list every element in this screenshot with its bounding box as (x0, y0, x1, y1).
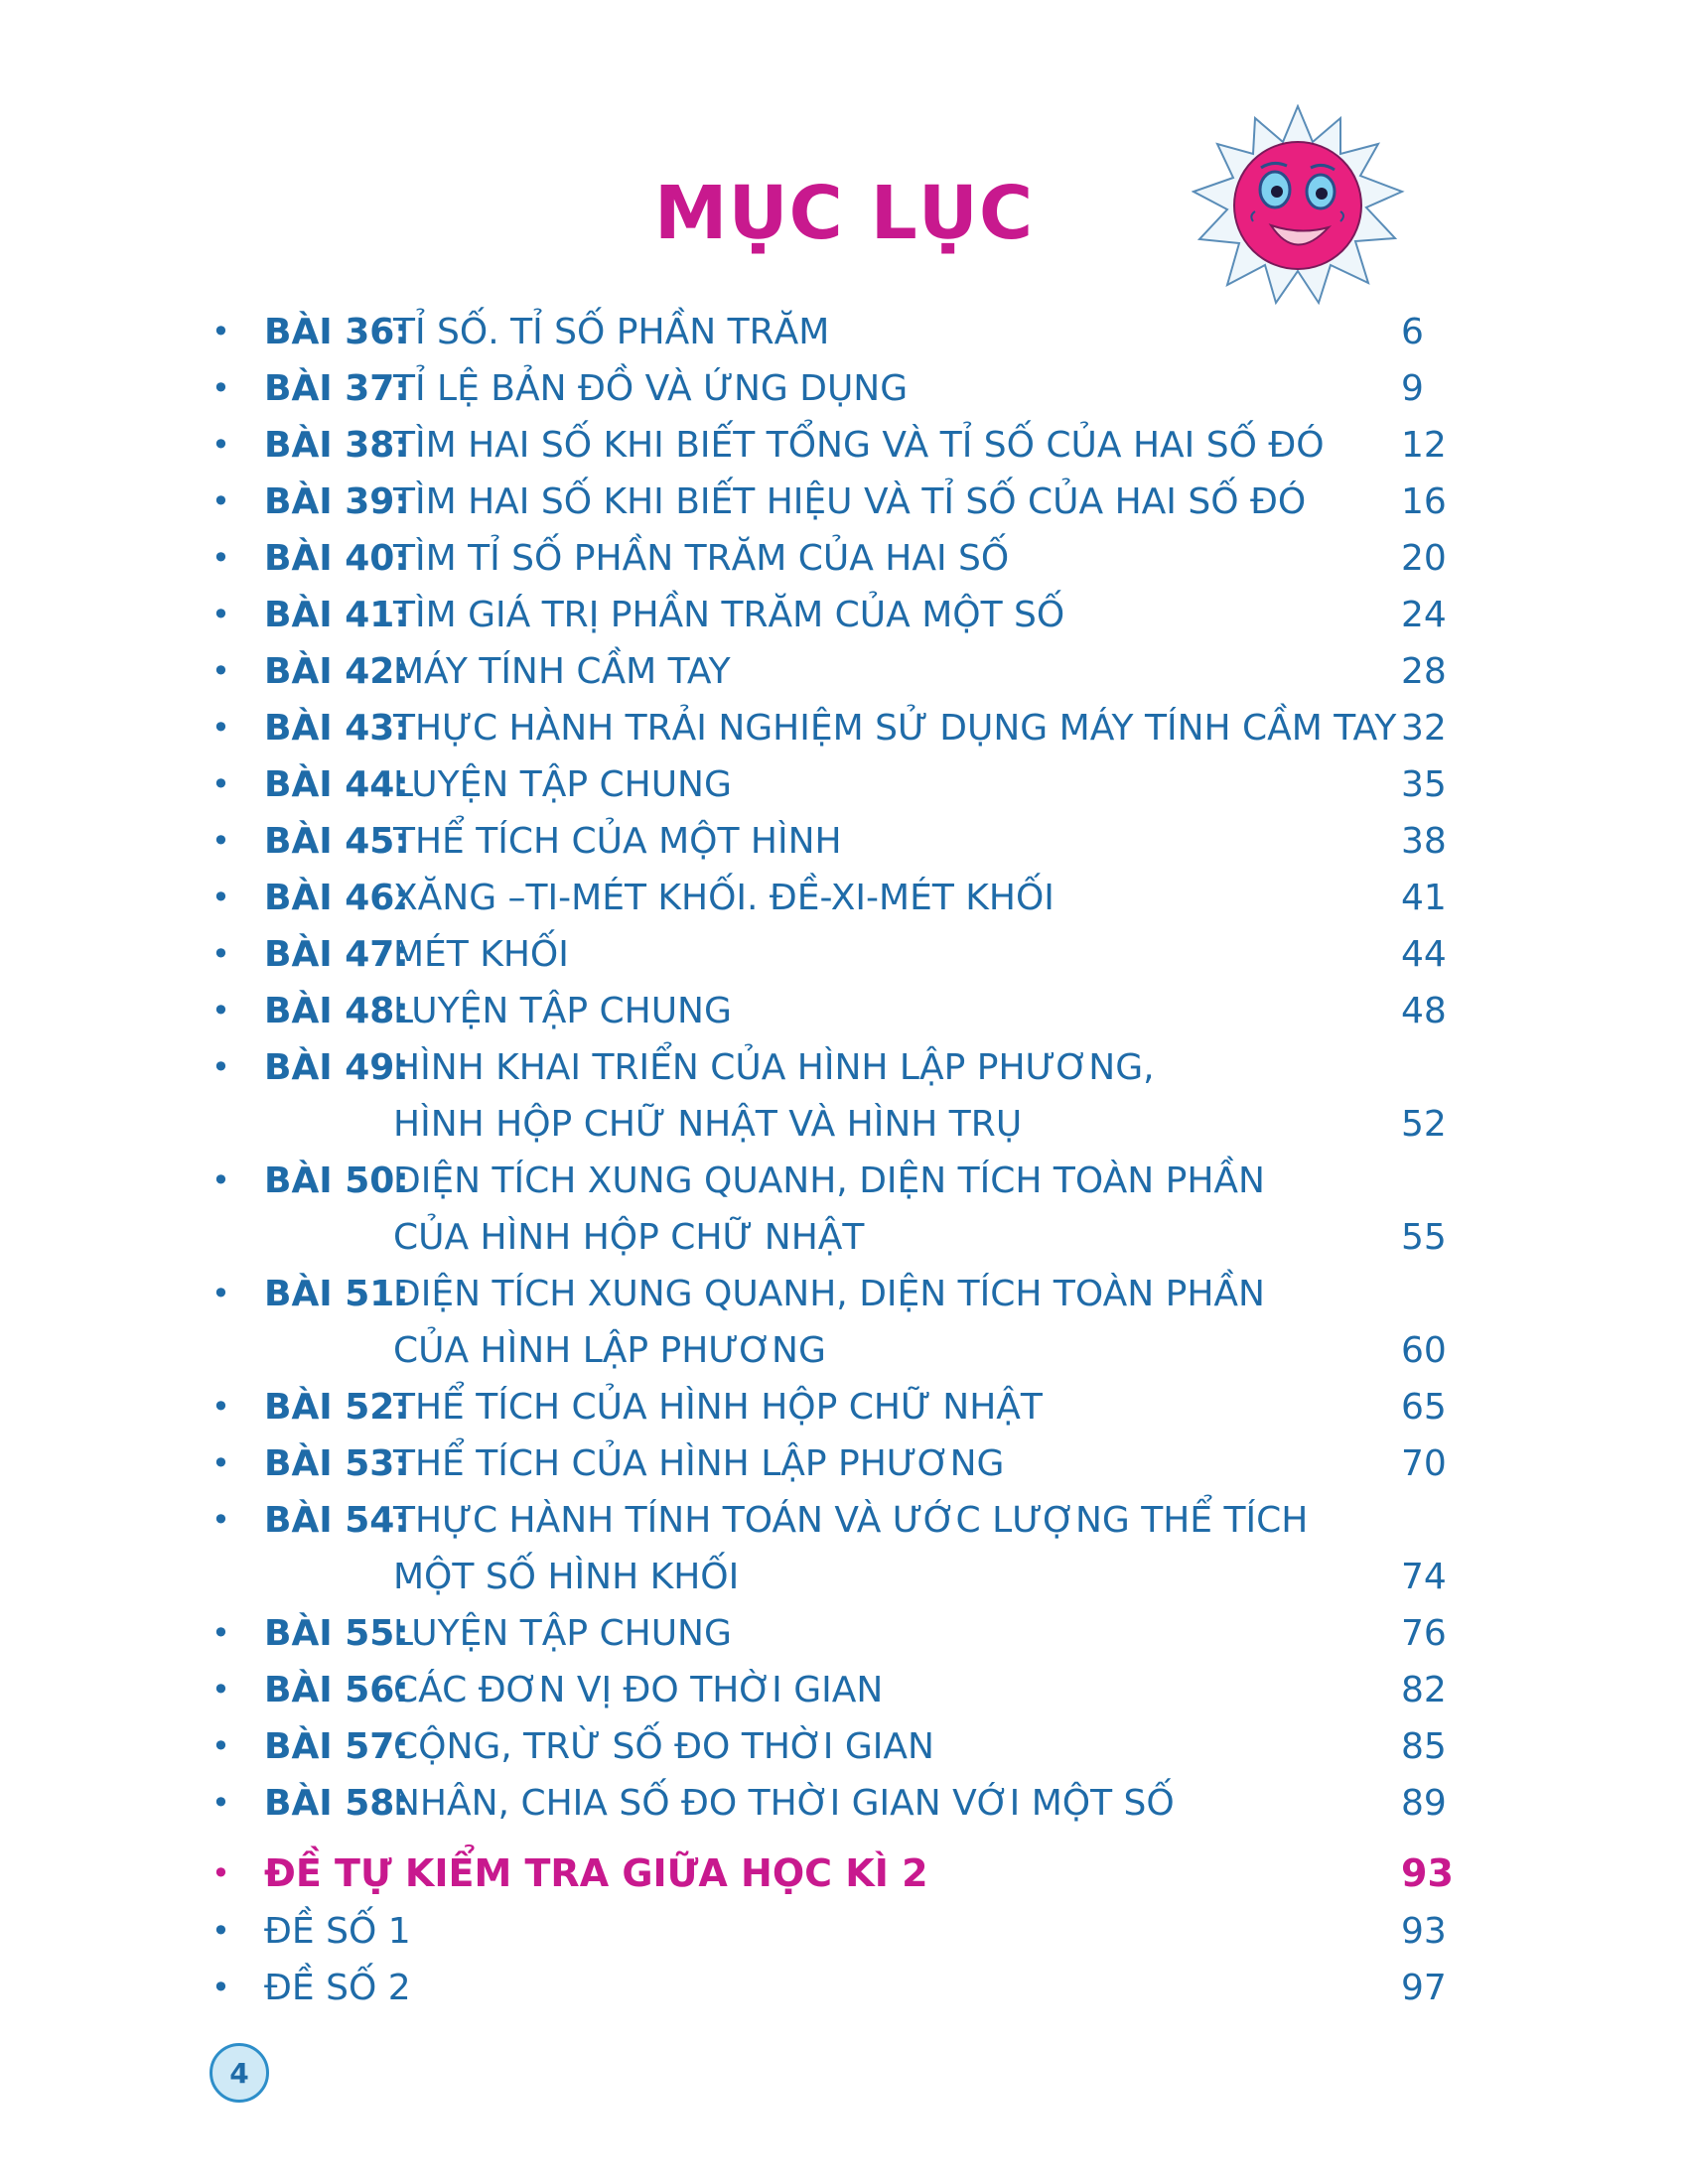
lesson-number: BÀI 58: (264, 1783, 409, 1824)
bullet-icon: • (211, 1161, 230, 1199)
page-number: 52 (1401, 1104, 1447, 1145)
bullet-icon: • (211, 652, 230, 690)
bullet-icon: • (211, 765, 230, 803)
lesson-number: BÀI 51: (264, 1274, 409, 1314)
lesson-title: THỰC HÀNH TRẢI NGHIỆM SỬ DỤNG MÁY TÍNH CẦM TAY (393, 708, 1397, 749)
toc-entry (211, 1153, 1453, 1209)
lesson-number: BÀI 50: (264, 1160, 409, 1201)
toc-entry (211, 1605, 1453, 1662)
lesson-title: LUYỆN TẬP CHUNG (393, 764, 732, 805)
lesson-number: BÀI 43: (264, 708, 409, 749)
bullet-icon: • (211, 822, 230, 860)
lesson-number: BÀI 36: (264, 312, 409, 352)
page-number: 60 (1401, 1330, 1447, 1371)
bullet-icon: • (211, 1444, 230, 1482)
page-number: 48 (1401, 991, 1447, 1031)
toc-entry (211, 700, 1453, 756)
toc-entry (211, 643, 1453, 700)
bullet-icon: • (211, 426, 230, 464)
lesson-title: CỦA HÌNH LẬP PHƯƠNG (393, 1330, 826, 1371)
lesson-title: NHÂN, CHIA SỐ ĐO THỜI GIAN VỚI MỘT SỐ (393, 1783, 1175, 1824)
page-number: 32 (1401, 708, 1447, 749)
toc-entry (211, 1492, 1453, 1549)
lesson-title: TỈ LỆ BẢN ĐỒ VÀ ỨNG DỤNG (393, 368, 909, 409)
page-number: 89 (1401, 1783, 1447, 1824)
table-of-contents (211, 304, 1453, 2016)
bullet-icon: • (211, 539, 230, 577)
lesson-title: LUYỆN TẬP CHUNG (393, 1613, 732, 1654)
page-number: 44 (1401, 934, 1447, 975)
bullet-icon: • (211, 935, 230, 973)
lesson-number: BÀI 44: (264, 764, 409, 805)
toc-entry (211, 1266, 1453, 1322)
bullet-icon: • (211, 1048, 230, 1086)
bullet-icon: • (211, 709, 230, 747)
page-number: 93 (1401, 1851, 1454, 1895)
bullet-icon: • (211, 879, 230, 916)
toc-entry (211, 1096, 1453, 1153)
toc-entry (211, 1718, 1453, 1775)
page-number: 82 (1401, 1670, 1447, 1710)
exam-section-heading (211, 1843, 1453, 1903)
exam-entry (211, 1960, 1453, 2016)
toc-entry (211, 474, 1453, 530)
lesson-number: BÀI 49: (264, 1047, 409, 1088)
toc-entry (211, 1549, 1453, 1605)
lesson-number: BÀI 37: (264, 368, 409, 409)
lesson-title: TÌM HAI SỐ KHI BIẾT HIỆU VÀ TỈ SỐ CỦA HAI SỐ ĐÓ (393, 481, 1307, 522)
toc-entry (211, 756, 1453, 813)
lesson-number: BÀI 46: (264, 878, 409, 918)
page-number: 70 (1401, 1443, 1447, 1484)
page-number: 16 (1401, 481, 1447, 522)
toc-entry (211, 1379, 1453, 1435)
toc-entry (211, 304, 1453, 360)
lesson-title: TÌM GIÁ TRỊ PHẦN TRĂM CỦA MỘT SỐ (393, 595, 1065, 635)
page-number: 9 (1401, 368, 1424, 409)
toc-entry (211, 1322, 1453, 1379)
lesson-title: MÉT KHỐI (393, 934, 569, 975)
lesson-title: MÁY TÍNH CẦM TAY (393, 651, 731, 692)
page-title: MỤC LỤC (653, 171, 1035, 256)
lesson-title: CỦA HÌNH HỘP CHỮ NHẬT (393, 1217, 865, 1258)
toc-entry (211, 1209, 1453, 1266)
lesson-title: CỘNG, TRỪ SỐ ĐO THỜI GIAN (393, 1726, 934, 1767)
lesson-title: XĂNG –TI-MÉT KHỐI. ĐỀ-XI-MÉT KHỐI (393, 878, 1055, 918)
lesson-number: BÀI 56: (264, 1670, 409, 1710)
lesson-number: BÀI 55: (264, 1613, 409, 1654)
lesson-title: TỈ SỐ. TỈ SỐ PHẦN TRĂM (393, 312, 830, 352)
lesson-title: THỂ TÍCH CỦA HÌNH HỘP CHỮ NHẬT (393, 1387, 1043, 1428)
bullet-icon: • (211, 313, 230, 350)
lesson-title: CÁC ĐƠN VỊ ĐO THỜI GIAN (393, 1670, 884, 1710)
lesson-title: DIỆN TÍCH XUNG QUANH, DIỆN TÍCH TOÀN PHẦN (393, 1160, 1265, 1201)
smiling-sun-icon (1192, 104, 1405, 308)
toc-entry (211, 870, 1453, 926)
page-number: 97 (1401, 1968, 1447, 2008)
lesson-title: THỂ TÍCH CỦA HÌNH LẬP PHƯƠNG (393, 1443, 1005, 1484)
lesson-number: BÀI 38: (264, 425, 409, 466)
page-number: 35 (1401, 764, 1447, 805)
lesson-title: DIỆN TÍCH XUNG QUANH, DIỆN TÍCH TOÀN PHẦN (393, 1274, 1265, 1314)
lesson-number: BÀI 40: (264, 538, 409, 579)
bullet-icon: • (211, 1671, 230, 1708)
bullet-icon: • (211, 1388, 230, 1426)
bullet-icon: • (211, 1912, 230, 1950)
page-number-badge: 4 (210, 2043, 269, 2103)
toc-entry (211, 926, 1453, 983)
exam-section-title: ĐỀ TỰ KIỂM TRA GIỮA HỌC KÌ 2 (264, 1851, 928, 1895)
page-number: 41 (1401, 878, 1447, 918)
page-number: 24 (1401, 595, 1447, 635)
toc-entry (211, 360, 1453, 417)
page-number: 65 (1401, 1387, 1447, 1428)
lesson-number: BÀI 42: (264, 651, 409, 692)
toc-entry (211, 587, 1453, 643)
page-number: 74 (1401, 1557, 1447, 1597)
toc-entry (211, 1435, 1453, 1492)
exam-title: ĐỀ SỐ 1 (264, 1911, 411, 1952)
page-number: 93 (1401, 1911, 1447, 1952)
lesson-title: TÌM TỈ SỐ PHẦN TRĂM CỦA HAI SỐ (393, 538, 1010, 579)
toc-entry (211, 983, 1453, 1039)
lesson-number: BÀI 45: (264, 821, 409, 862)
page-number: 12 (1401, 425, 1447, 466)
page-number: 20 (1401, 538, 1447, 579)
page-number: 55 (1401, 1217, 1447, 1258)
bullet-icon: • (211, 1501, 230, 1539)
lesson-number: BÀI 57: (264, 1726, 409, 1767)
lesson-number: BÀI 47: (264, 934, 409, 975)
page-number: 6 (1401, 312, 1424, 352)
bullet-icon: • (211, 1727, 230, 1765)
lesson-title: MỘT SỐ HÌNH KHỐI (393, 1557, 740, 1597)
bullet-icon: • (211, 596, 230, 633)
lesson-title: LUYỆN TẬP CHUNG (393, 991, 732, 1031)
lesson-number: BÀI 52: (264, 1387, 409, 1428)
toc-entry (211, 530, 1453, 587)
page-number: 85 (1401, 1726, 1447, 1767)
exam-title: ĐỀ SỐ 2 (264, 1968, 411, 2008)
bullet-icon: • (211, 369, 230, 407)
lesson-title: THỰC HÀNH TÍNH TOÁN VÀ ƯỚC LƯỢNG THỂ TÍCH (393, 1500, 1309, 1541)
bullet-icon: • (211, 482, 230, 520)
lesson-number: BÀI 41: (264, 595, 409, 635)
lesson-title: HÌNH HỘP CHỮ NHẬT VÀ HÌNH TRỤ (393, 1104, 1023, 1145)
lesson-number: BÀI 54: (264, 1500, 409, 1541)
bullet-icon: • (211, 1854, 230, 1892)
toc-entry (211, 417, 1453, 474)
toc-entry (211, 1039, 1453, 1096)
lesson-number: BÀI 39: (264, 481, 409, 522)
bullet-icon: • (211, 1614, 230, 1652)
toc-entry (211, 1662, 1453, 1718)
lesson-title: TÌM HAI SỐ KHI BIẾT TỔNG VÀ TỈ SỐ CỦA HAI SỐ ĐÓ (393, 425, 1325, 466)
page-number: 38 (1401, 821, 1447, 862)
page-number: 76 (1401, 1613, 1447, 1654)
lesson-title: HÌNH KHAI TRIỂN CỦA HÌNH LẬP PHƯƠNG, (393, 1047, 1155, 1088)
toc-entry (211, 1775, 1453, 1832)
exam-entry (211, 1903, 1453, 1960)
bullet-icon: • (211, 992, 230, 1029)
toc-entry (211, 813, 1453, 870)
bullet-icon: • (211, 1969, 230, 2006)
lesson-title: THỂ TÍCH CỦA MỘT HÌNH (393, 821, 842, 862)
lesson-number: BÀI 53: (264, 1443, 409, 1484)
lesson-number: BÀI 48: (264, 991, 409, 1031)
bullet-icon: • (211, 1275, 230, 1312)
page-number: 28 (1401, 651, 1447, 692)
bullet-icon: • (211, 1784, 230, 1822)
